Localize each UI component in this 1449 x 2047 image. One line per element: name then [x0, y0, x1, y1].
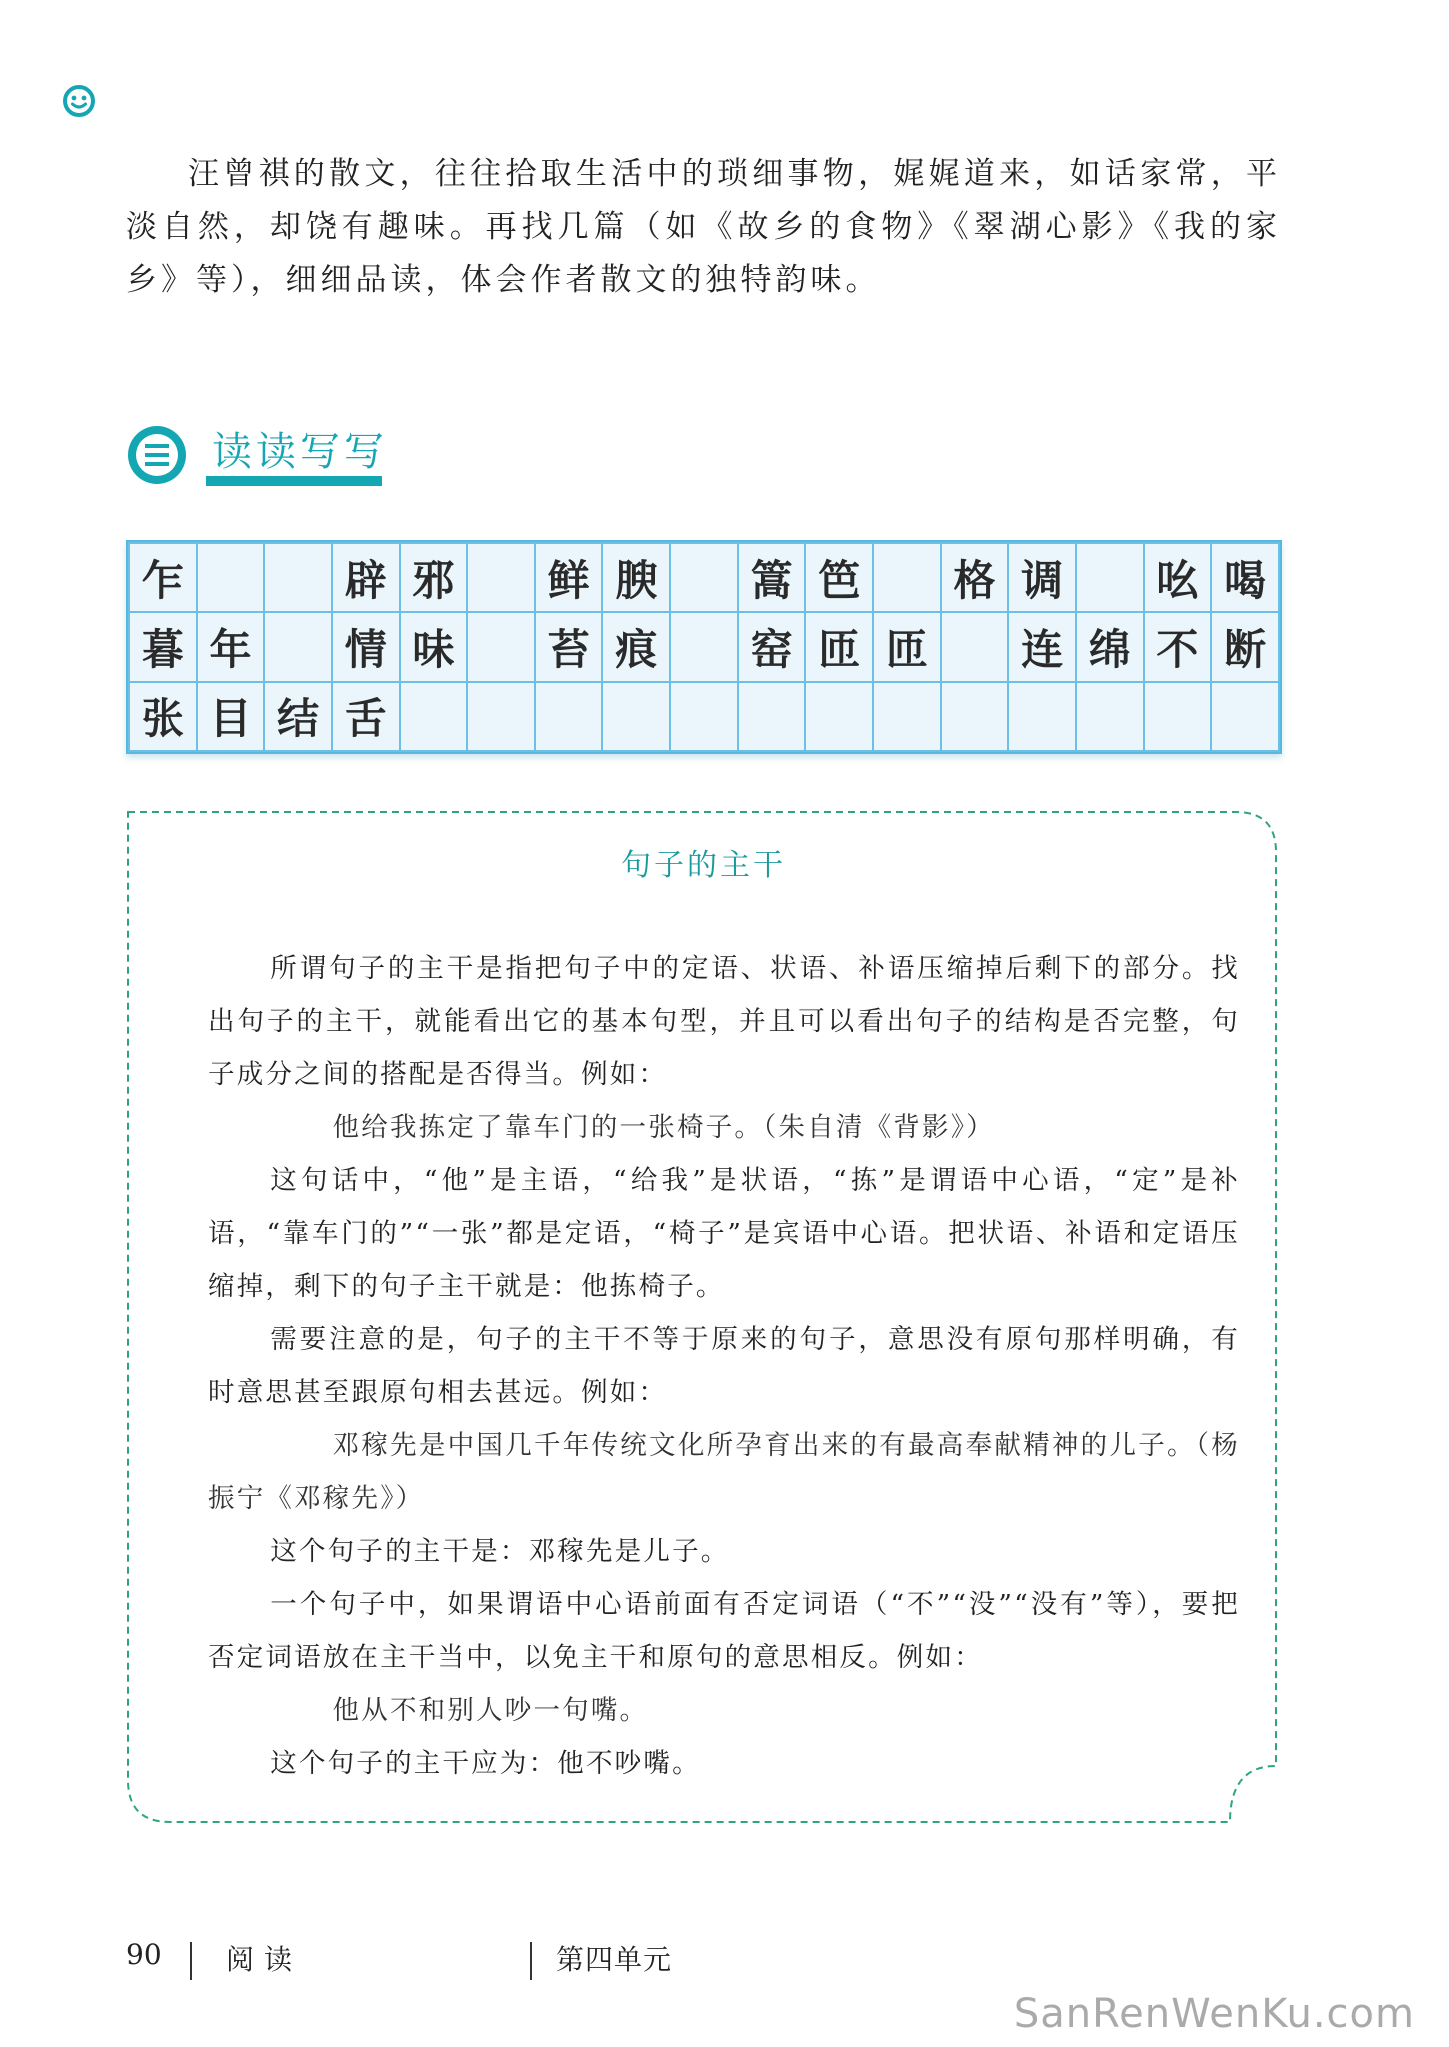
smiley-icon — [62, 84, 96, 118]
watermark: SanRenWenKu.com — [1013, 1991, 1415, 2037]
footer-section: 阅读 — [226, 1943, 303, 1976]
footer-divider — [190, 1942, 192, 1980]
grid-cell: 腴 — [602, 543, 670, 612]
grid-cell: 不 — [1144, 612, 1212, 681]
grid-cell: 张 — [129, 682, 197, 751]
grid-cell — [941, 682, 1009, 751]
body-paragraph: 一个句子中，如果谓语中心语前面有否定词语（“不”“没”“没有”等），要把否定词语放在主干当中，以免主干和原句的意思相反。例如： — [208, 1589, 1240, 1673]
grid-cell — [602, 682, 670, 751]
grid-row — [129, 612, 1279, 681]
grid-cell — [535, 682, 603, 751]
character-grid — [126, 540, 1282, 754]
grid-cell — [873, 682, 941, 751]
example-sentence: 他从不和别人吵一句嘴。 — [332, 1695, 649, 1726]
body-paragraph: 这个句子的主干应为：他不吵嘴。 — [270, 1748, 701, 1779]
example-sentence: 邓稼先是中国几千年传统文化所孕育出来的有最高奉献精神的儿子。（杨振宁《邓稼先》） — [208, 1430, 1240, 1514]
knowledge-title: 句子的主干 — [621, 848, 786, 883]
grid-cell: 调 — [1008, 543, 1076, 612]
body-paragraph: 这句话中，“他”是主语，“给我”是状语，“拣”是谓语中心语，“定”是补语，“靠车门的”“一张”都是定语，“椅子”是宾语中心语。把状语、补语和定语压缩掉，剩下的句子主干就是：他拣椅子。 — [208, 1165, 1240, 1302]
grid-cell: 绵 — [1076, 612, 1144, 681]
grid-row — [129, 543, 1279, 612]
footer-unit: 第四单元 — [556, 1943, 673, 1976]
grid-cell: 窑 — [738, 612, 806, 681]
section-underline — [206, 476, 382, 486]
grid-cell — [670, 682, 738, 751]
grid-cell: 吆 — [1144, 543, 1212, 612]
grid-cell — [738, 682, 806, 751]
grid-cell: 暮 — [129, 612, 197, 681]
intro-paragraph — [126, 148, 1281, 307]
grid-cell: 辟 — [332, 543, 400, 612]
grid-cell — [1008, 682, 1076, 751]
grid-cell: 邪 — [400, 543, 468, 612]
grid-cell — [805, 682, 873, 751]
footer-divider — [530, 1942, 532, 1980]
body-paragraph: 所谓句子的主干是指把句子中的定语、状语、补语压缩掉后剩下的部分。找出句子的主干，就能看出它的基本句型，并且可以看出句子的结构是否完整，句子成分之间的搭配是否得当。例如： — [208, 953, 1240, 1090]
grid-row — [129, 682, 1279, 751]
section-header — [126, 420, 406, 490]
grid-cell — [467, 682, 535, 751]
example-sentence: 他给我拣定了靠车门的一张椅子。（朱自清《背影》） — [332, 1112, 995, 1143]
intro-text: 汪曾祺的散文，往往拾取生活中的琐细事物，娓娓道来，如话家常，平淡自然，却饶有趣味。再找几篇（如《故乡的食物》《翠湖心影》《我的家乡》等），细细品读，体会作者散文的独特韵味。 — [126, 156, 1281, 298]
knowledge-body — [208, 942, 1240, 1790]
grid-cell: 格 — [941, 543, 1009, 612]
grid-cell: 篙 — [738, 543, 806, 612]
grid-cell — [1211, 682, 1279, 751]
grid-cell: 目 — [197, 682, 265, 751]
grid-cell — [670, 612, 738, 681]
body-paragraph: 需要注意的是，句子的主干不等于原来的句子，意思没有原句那样明确，有时意思甚至跟原句相去甚远。例如： — [208, 1324, 1240, 1408]
list-icon — [126, 424, 188, 486]
grid-cell — [197, 543, 265, 612]
section-title: 读读写写 — [212, 429, 388, 475]
grid-cell — [941, 612, 1009, 681]
grid-cell — [400, 682, 468, 751]
grid-cell — [467, 612, 535, 681]
body-paragraph: 这个句子的主干是：邓稼先是儿子。 — [270, 1536, 730, 1567]
grid-cell: 匝 — [873, 612, 941, 681]
grid-cell: 结 — [264, 682, 332, 751]
grid-cell: 断 — [1211, 612, 1279, 681]
grid-cell: 味 — [400, 612, 468, 681]
grid-cell: 苔 — [535, 612, 603, 681]
grid-cell: 舌 — [332, 682, 400, 751]
grid-cell — [467, 543, 535, 612]
grid-cell: 乍 — [129, 543, 197, 612]
grid-cell: 笆 — [805, 543, 873, 612]
grid-cell: 喝 — [1211, 543, 1279, 612]
grid-cell: 情 — [332, 612, 400, 681]
grid-cell: 连 — [1008, 612, 1076, 681]
grid-cell — [873, 543, 941, 612]
grid-cell — [1076, 682, 1144, 751]
grid-cell — [264, 543, 332, 612]
grid-cell: 匝 — [805, 612, 873, 681]
grid-cell: 鲜 — [535, 543, 603, 612]
grid-cell — [670, 543, 738, 612]
page-footer — [126, 1938, 1126, 1988]
grid-cell: 年 — [197, 612, 265, 681]
grid-cell — [264, 612, 332, 681]
grid-cell — [1076, 543, 1144, 612]
page-number: 90 — [126, 1938, 162, 1971]
grid-cell — [1144, 682, 1212, 751]
grid-cell: 痕 — [602, 612, 670, 681]
